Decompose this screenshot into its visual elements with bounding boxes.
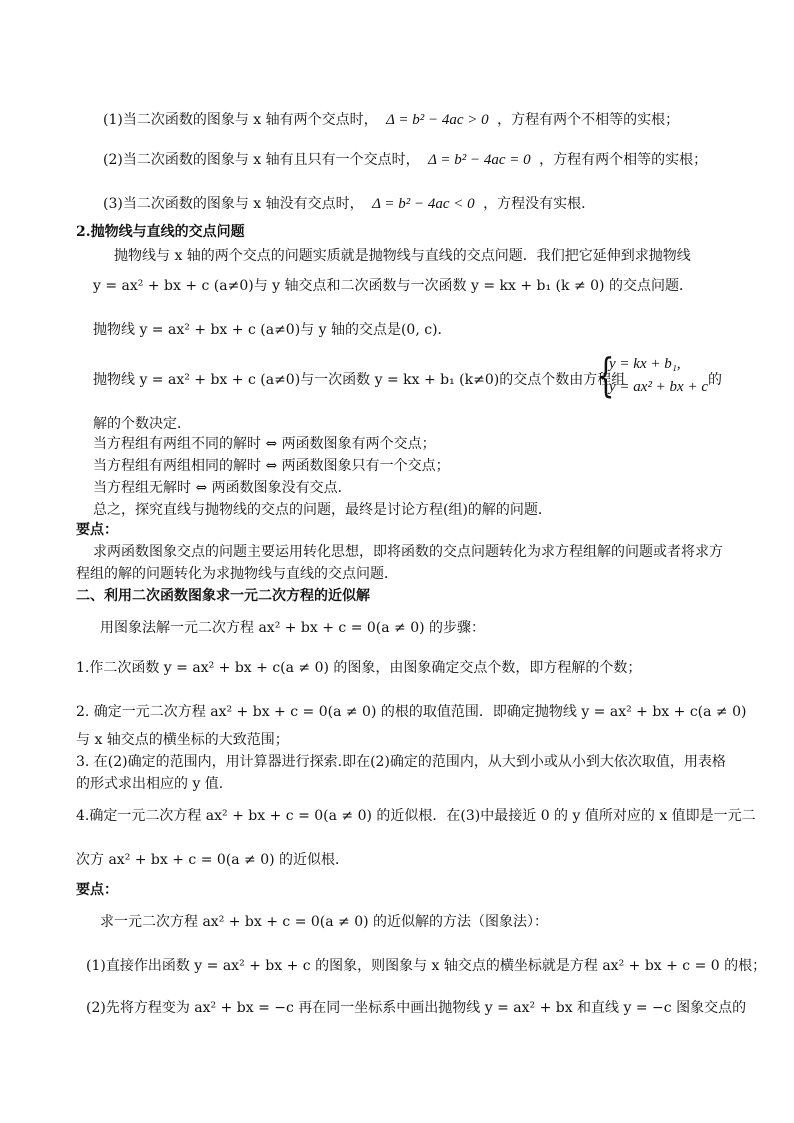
paragraph-line: 总之，探究直线与抛物线的交点的问题，最终是讨论方程(组)的解的问题．	[93, 502, 552, 518]
system-equation-2: y = ax² + bx + c	[609, 379, 708, 395]
section-heading-parabola-line: 2.抛物线与直线的交点问题	[76, 224, 245, 240]
paragraph-line-tail: 的	[708, 372, 722, 388]
paragraph-line: 解的个数决定．	[93, 416, 191, 432]
step-1: 1.作二次函数 y = ax² + bx + c(a ≠ 0) 的图象，由图象确定交点个数，即方程解的个数；	[76, 660, 642, 676]
paragraph-line: 抛物线 y = ax² + bx + c (a≠0)与一次函数 y = kx + b₁ (k≠0)的交点个数由方程组	[93, 372, 626, 388]
paragraph-line: 求一元二次方程 ax² + bx + c = 0(a ≠ 0) 的近似解的方法（图象法）：	[100, 914, 549, 930]
step-3: 3. 在(2)确定的范围内，用计算器进行探索.即在(2)确定的范围内，从大到小或从小到大依次取值，用表格	[76, 754, 726, 770]
key-points-label: 要点：	[76, 522, 118, 538]
step-2: 2. 确定一元二次方程 ax² + bx + c = 0(a ≠ 0) 的根的取值范围．即确定抛物线 y = ax² + bx + c(a ≠ 0)	[76, 704, 747, 720]
equation-system	[597, 348, 709, 405]
case-1-tail: ，方程有两个不相等的实根；	[497, 112, 680, 128]
case-2-text: (2)当二次函数的图象与 x 轴有且只有一个交点时，	[103, 152, 420, 168]
paragraph-line: 抛物线与 x 轴的两个交点的问题实质就是抛物线与直线的交点问题．我们把它延伸到求抛物线	[114, 248, 691, 264]
key-points-label: 要点：	[76, 882, 118, 898]
paragraph-line: 求两函数图象交点的问题主要运用转化思想，即将函数的交点问题转化为求方程组解的问题或者将求方	[93, 544, 723, 560]
method-2: (2)先将方程变为 ax² + bx = −c 再在同一坐标系中画出抛物线 y = ax² + bx 和直线 y = −c 图象交点的	[86, 1000, 747, 1016]
section-heading-approx-solution: 二、利用二次函数图象求一元二次方程的近似解	[76, 588, 370, 604]
method-1: (1)直接作出函数 y = ax² + bx + c 的图象，则图象与 x 轴交点的横坐标就是方程 ax² + bx + c = 0 的根；	[86, 958, 767, 974]
brace-symbol: {	[597, 348, 615, 402]
paragraph-line: 程组的解的问题转化为求抛物线与直线的交点问题．	[76, 566, 398, 582]
case-2-formula: Δ = b² − 4ac = 0	[428, 152, 531, 168]
case-3-formula: Δ = b² − 4ac < 0	[372, 196, 475, 212]
paragraph-line: 用图象法解一元二次方程 ax² + bx + c = 0(a ≠ 0) 的步骤：	[100, 620, 486, 636]
step-4: 4.确定一元二次方程 ax² + bx + c = 0(a ≠ 0) 的近似根．在(3)中最接近 0 的 y 值所对应的 x 值即是一元二	[76, 808, 756, 824]
case-2-tail: ，方程有两个相等的实根；	[539, 152, 708, 168]
step-4-continued: 次方 ax² + bx + c = 0(a ≠ 0) 的近似根．	[76, 852, 350, 868]
case-3-text: (3)当二次函数的图象与 x 轴没有交点时，	[103, 196, 364, 212]
paragraph-line: 当方程组有两组不同的解时 ⇔ 两函数图象有两个交点；	[93, 436, 436, 452]
case-1-formula: Δ = b² − 4ac > 0	[386, 112, 489, 128]
paragraph-line: 当方程组有两组相同的解时 ⇔ 两函数图象只有一个交点；	[93, 458, 450, 474]
system-equation-1: y = kx + b₁,	[609, 356, 681, 372]
discriminant-case-1	[103, 110, 679, 130]
paragraph-line: 抛物线 y = ax² + bx + c (a≠0)与 y 轴的交点是(0, c)．	[93, 322, 452, 338]
paragraph-line: 当方程组无解时 ⇔ 两函数图象没有交点．	[93, 480, 352, 496]
paragraph-line: y = ax² + bx + c (a≠0)与 y 轴交点和二次函数与一次函数 y = kx + b₁ (k ≠ 0) 的交点问题．	[93, 278, 693, 294]
discriminant-case-3	[103, 194, 586, 214]
discriminant-case-2	[103, 150, 707, 170]
step-3-continued: 的形式求出相应的 y 值.	[76, 776, 224, 792]
case-3-tail: ，方程没有实根.	[483, 196, 586, 212]
step-2-continued: 与 x 轴交点的横坐标的大致范围；	[76, 732, 289, 748]
case-1-text: (1)当二次函数的图象与 x 轴有两个交点时，	[103, 112, 378, 128]
